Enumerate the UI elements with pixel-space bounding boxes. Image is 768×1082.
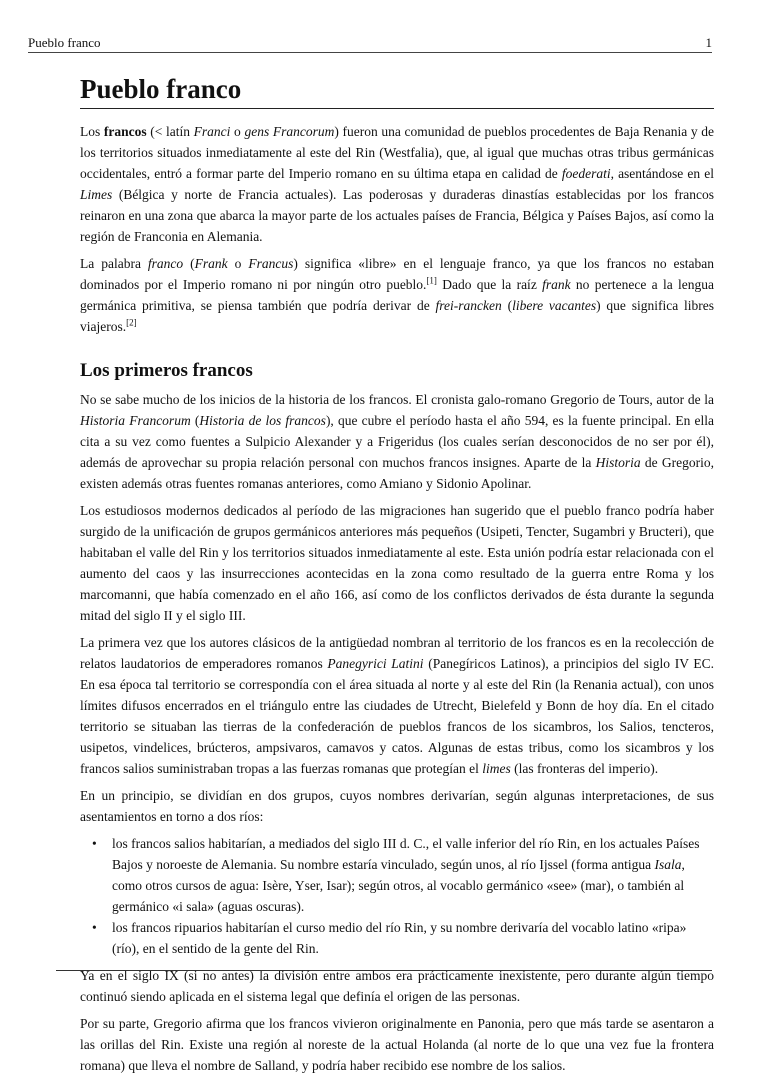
text-span: , asentándose en el <box>610 166 714 181</box>
text-span: ), que cubre el período hasta el año 594, es la fuente principal. En ella cita a su vez como fuentes a Sulpicio Alexander y a Frigeridus (los cuales serían desconocidos de no ser por él), además de aprovechar su propia relación personal con muchos francos insignes. Aparte de la <box>80 413 714 470</box>
section-paragraph-3 <box>80 632 714 779</box>
italic-term: Historia Francorum <box>80 413 191 428</box>
italic-term: frei-rancken <box>435 298 502 313</box>
running-header-title: Pueblo franco <box>28 35 101 50</box>
italic-term: frank <box>542 277 571 292</box>
article-body <box>80 72 714 1082</box>
italic-term: foederati <box>561 166 611 181</box>
text-span: La palabra <box>80 256 148 271</box>
list-item: • los francos ripuarios habitarían el curso medio del río Rin, y su nombre derivaría del vocablo latino «ripa» (río), en el sentido de la gente del Rin. <box>112 917 714 959</box>
text-span: (las fronteras del imperio). <box>510 761 659 776</box>
italic-term: Historia <box>595 455 641 470</box>
italic-term: Isala <box>654 857 682 872</box>
text-span: (Panegíricos Latinos), a principios del siglo IV EC. En esa época tal territorio se correspondía con el área situada al norte y al este del Rin (la Renania actual), con unos límites difusos encerrados en el triángulo entre las ciudades de Utrecht, Bielefeld y Bonn de hoy día. En el citado territorio se situaban las tierras de la confederación de pueblos francos de los sicambros, los Salios, tencteros, usipetos, vindelices, brúcteros, ampsivaros, camavos y catos. Algunas de estas tribus, como los sicambros y los francos salios suministraban tropas a las fuerzas romanas que protegían el <box>80 656 714 776</box>
italic-term: Frank <box>194 256 228 271</box>
text-span: ( <box>501 298 513 313</box>
text-span: ( <box>183 256 195 271</box>
footer-rule <box>56 970 712 971</box>
italic-term: franco <box>147 256 184 271</box>
text-span: (< latín <box>146 124 194 139</box>
reference-link[interactable]: [1] <box>426 275 437 286</box>
section-paragraph-1 <box>80 389 714 494</box>
intro-paragraph-1 <box>80 121 714 247</box>
italic-term: gens Francorum <box>244 124 335 139</box>
running-header <box>28 36 712 53</box>
section-paragraph-2: Los estudiosos modernos dedicados al período de las migraciones han sugerido que el pueblo franco podría haber surgido de la unificación de grupos germánicos anteriores más pequeños (Usipeti, Tencter, Sugambri y Bructeri), que habitaban el valle del Rin y los territorios situados inmediatamente al este. Esta unión podría estar relacionada con el aumento del caos y las insurrecciones acontecidas en la zona como resultado de la guerra entre Roma y los marcomanni, que había comenzado en el año 166, así como de los conflictos derivados de ésta durante la segunda mitad del siglo II y el siglo III. <box>80 503 714 623</box>
page-number: 1 <box>705 35 712 50</box>
section-paragraph-6: Por su parte, Gregorio afirma que los francos vivieron originalmente en Panonia, pero que más tarde se asentaron a las orillas del Rin. Existe una región al noreste de la actual Holanda (al norte de lo que una vez fue la frontera romana) que lleva el nombre de Salland, y podría haber recibido ese nombre de los salios. <box>80 1016 714 1073</box>
italic-term: libere vacantes <box>512 298 597 313</box>
bullet-list <box>80 833 714 959</box>
italic-term: limes <box>482 761 511 776</box>
italic-term: Panegyrici Latini <box>327 656 424 671</box>
italic-term: Francus <box>248 256 294 271</box>
section-heading: Los primeros francos <box>80 360 253 381</box>
section-paragraph-4: En un principio, se dividían en dos grupos, cuyos nombres derivarían, según algunas interpretaciones, de sus asentamientos en torno a dos ríos: <box>80 788 714 824</box>
article-title: Pueblo franco <box>80 72 714 109</box>
bold-term: francos <box>103 124 147 139</box>
intro-paragraph-2 <box>80 253 714 337</box>
text-span: ) que significa libres viajeros. <box>80 298 715 334</box>
text-span: ( <box>190 413 200 428</box>
text-span: ) fueron una comunidad de pueblos procedentes de Baja Renania y de los territorios situados inmediatamente al este del Rin (Westfalia), que, al igual que muchas otras tribus germánicas occidentales, entró a formar parte del Imperio romano en su última etapa en calidad de <box>80 124 714 181</box>
italic-term: Limes <box>80 187 113 202</box>
section-paragraph-5: Ya en el siglo IX (si no antes) la división entre ambos era prácticamente inexistente, pero durante algún tiempo continuó siendo aplicada en el sistema legal que definía el origen de las personas. <box>80 968 714 1004</box>
list-item <box>112 833 714 917</box>
text-span: La primera vez que los autores clásicos de la antigüedad nombran al territorio de los francos es en la recolección de relatos laudatorios de emperadores romanos <box>80 635 714 671</box>
text-span: no pertenece a la lengua germánica primitiva, se piensa también que podría derivar de <box>80 277 714 313</box>
text-span: o <box>230 124 245 139</box>
text-span: de Gregorio, existen además otras fuentes romanas anteriores, como Amiano y Sidonio Apolinar. <box>80 455 714 491</box>
text-span: ) significa «libre» en el lenguaje franco, ya que los francos no estaban dominados por el Imperio romano ni por ningún otro pueblo. <box>80 256 715 292</box>
italic-term: Historia de los francos <box>199 413 326 428</box>
text-span: , como otros cursos de agua: Isère, Yser, Isar); según otros, al vocablo germánico «see» (mar), o también al germánico «i sala» (aguas oscuras). <box>112 857 685 914</box>
italic-term: Franci <box>193 124 231 139</box>
reference-link[interactable]: [2] <box>126 317 137 328</box>
text-span: o <box>227 256 249 271</box>
text-span: No se sabe mucho de los inicios de la historia de los francos. El cronista galo-romano Gregorio de Tours, autor de la <box>80 392 714 407</box>
text-span: Dado que la raíz <box>436 277 543 292</box>
text-span: (Bélgica y norte de Francia actuales). Las poderosas y duraderas dinastías establecidas por los francos reinaron en una zona que abarca la mayor parte de los actuales países de Francia, Bélgica y Países Bajos, así como la región de Franconia en Alemania. <box>80 187 714 244</box>
text-span: los francos salios habitarían, a mediados del siglo III d. C., el valle inferior del río Rin, en los actuales Países Bajos y noroeste de Alemania. Su nombre estaría vinculado, según unos, al río Ijssel (forma antigua <box>112 836 700 872</box>
text-span: Los <box>80 124 104 139</box>
